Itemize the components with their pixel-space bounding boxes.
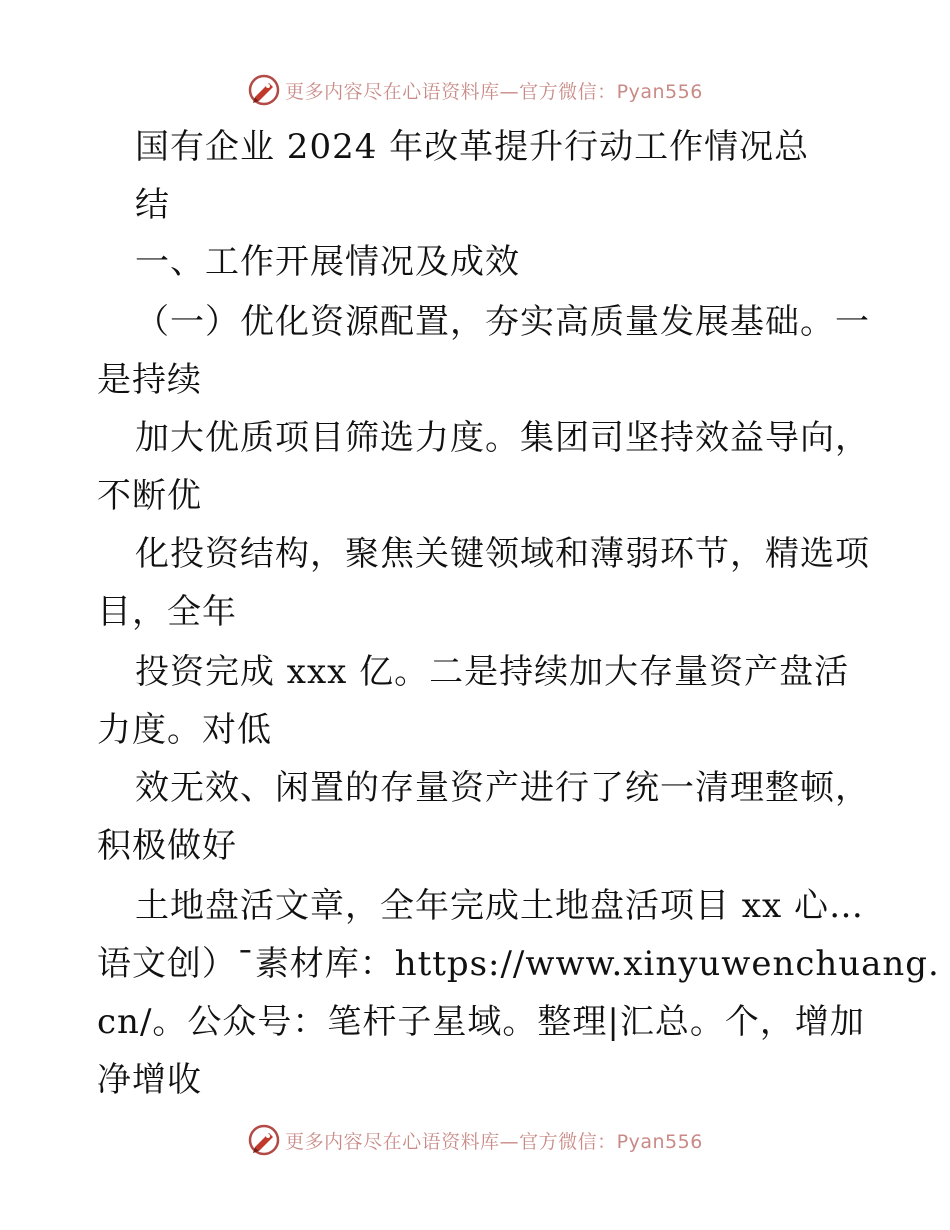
paragraph-line: 目，全年 <box>97 592 237 632</box>
paragraph-line: 土地盘活文章，全年完成土地盘活项目 xx 心… <box>135 886 864 926</box>
doc-title-line-2: 结 <box>135 185 170 225</box>
paragraph-line: （一）优化资源配置，夯实高质量发展基础。一 <box>135 302 870 342</box>
paragraph-line: 不断优 <box>97 476 202 516</box>
pen-logo-icon <box>247 1123 281 1157</box>
section-heading: 一、工作开展情况及成效 <box>135 242 520 282</box>
paragraph-line: 净增收 <box>97 1060 202 1100</box>
paragraph-line: 投资完成 xxx 亿。二是持续加大存量资产盘活 <box>135 652 850 692</box>
watermark-text: 更多内容尽在心语资料库—官方微信：Pyan556 <box>285 1130 703 1153</box>
paragraph-line: 化投资结构，聚焦关键领域和薄弱环节，精选项 <box>135 534 870 574</box>
paragraph-line: cn/。公众号：笔杆子星域。整理|汇总。个，增加 <box>97 1002 865 1042</box>
doc-title-line-1: 国有企业 2024 年改革提升行动工作情况总 <box>135 127 810 167</box>
paragraph-line: 是持续 <box>97 360 202 400</box>
paragraph-line: 效无效、闲置的存量资产进行了统一清理整顿， <box>135 768 870 808</box>
watermark-text: 更多内容尽在心语资料库—官方微信：Pyan556 <box>285 80 703 103</box>
paragraph-line: 加大优质项目筛选力度。集团司坚持效益导向， <box>135 418 870 458</box>
paragraph-line: 语文创）¯素材库：https://www.xinyuwenchuang. <box>97 944 940 984</box>
footer-watermark-banner <box>0 1120 950 1160</box>
paragraph-line: 力度。对低 <box>97 710 272 750</box>
paragraph-line: 积极做好 <box>97 826 237 866</box>
